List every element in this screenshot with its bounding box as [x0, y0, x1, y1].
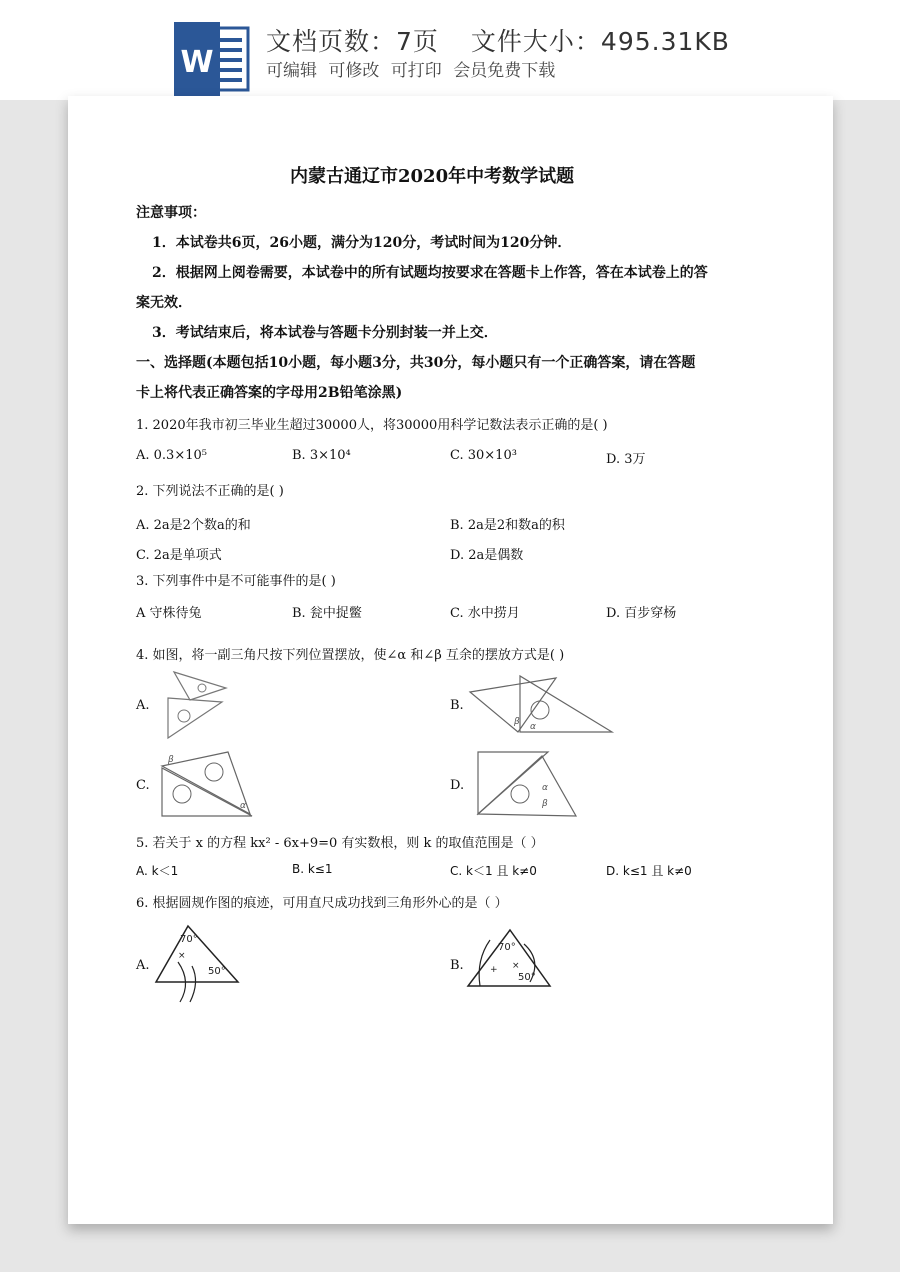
question-2: 2. 下列说法不正确的是( )	[136, 484, 284, 499]
q2-option-b: B. 2a是2和数a的积	[450, 518, 565, 533]
q5-option-a: A. k＜1	[136, 864, 179, 878]
notice-3: 3．考试结束后，将本试卷与答题卡分别封装一并上交．	[152, 325, 498, 341]
notice-2a: 2．根据网上阅卷需要，本试卷中的所有试题均按要求在答题卡上作答，答在本试卷上的答	[152, 265, 708, 281]
question-6: 6. 根据圆规作图的痕迹，可用直尺成功找到三角形外心的是（ ）	[136, 896, 508, 911]
q4-label-c: C.	[136, 778, 150, 793]
q3-option-c: C. 水中捞月	[450, 606, 520, 621]
question-5: 5. 若关于 x 的方程 kx² - 6x+9=0 有实数根，则 k 的取值范围是（ ）	[136, 836, 544, 851]
q4-label-a: A.	[136, 698, 150, 713]
q4-figure-b	[468, 674, 616, 736]
q6-figure-b	[464, 926, 556, 990]
svg-text:α: α	[530, 722, 536, 732]
q6-figure-a	[152, 922, 244, 1004]
q2-option-a: A. 2a是2个数a的和	[136, 518, 251, 533]
q6b-angle-top: 70°	[498, 942, 516, 953]
svg-text:β: β	[168, 755, 174, 765]
notice-2b: 案无效．	[136, 295, 192, 311]
svg-text:β: β	[514, 717, 520, 727]
question-4: 4. 如图，将一副三角尺按下列位置摆放，使∠α 和∠β 互余的摆放方式是( )	[136, 648, 565, 663]
q1-option-d: D. 3万	[606, 452, 646, 467]
svg-text:α: α	[240, 801, 246, 811]
q1-option-c: C. 30×10³	[450, 448, 517, 463]
q4-figure-c	[160, 748, 254, 818]
section-1-heading-a: 一、选择题(本题包括10小题，每小题3分，共30分，每小题只有一个正确答案，请在答题	[136, 355, 696, 371]
svg-text:×: ×	[512, 961, 520, 971]
document-page	[68, 96, 833, 1224]
download-header	[0, 0, 900, 100]
q6a-angle-top: 70°	[180, 934, 198, 945]
q4-label-d: D.	[450, 778, 465, 793]
q5-option-b: B. k≤1	[292, 862, 333, 876]
word-document-icon	[172, 22, 250, 96]
q1-option-b: B. 3×10⁴	[292, 448, 351, 463]
svg-text:×: ×	[178, 951, 186, 961]
q5-option-d: D. k≤1 且 k≠0	[606, 864, 692, 878]
page-count: 文档页数：7页	[266, 27, 439, 56]
notice-heading: 注意事项：	[136, 205, 206, 221]
q6-label-a: A.	[136, 958, 150, 973]
section-1-heading-b: 卡上将代表正确答案的字母用2B铅笔涂黑)	[136, 385, 403, 401]
question-3: 3. 下列事件中是不可能事件的是( )	[136, 574, 336, 589]
question-1: 1. 2020年我市初三毕业生超过30000人，将30000用科学记数法表示正确的是( )	[136, 418, 608, 433]
q3-option-d: D. 百步穿杨	[606, 606, 677, 621]
q1-option-a: A. 0.3×10⁵	[136, 448, 207, 463]
q3-option-b: B. 瓮中捉鳖	[292, 606, 362, 621]
svg-text:α: α	[542, 783, 548, 793]
q4-label-b: B.	[450, 698, 464, 713]
q3-option-a: A 守株待兔	[136, 606, 202, 621]
q5-option-c: C. k＜1 且 k≠0	[450, 864, 537, 878]
file-size: 文件大小：495.31KB	[470, 27, 730, 56]
q6-label-b: B.	[450, 958, 464, 973]
doc-title: 内蒙古通辽市2020年中考数学试题	[290, 166, 575, 187]
feature-list: 可编辑 可修改 可打印 会员免费下载	[266, 61, 556, 81]
q6a-angle-right: 50°	[208, 966, 226, 977]
file-info	[266, 22, 730, 58]
svg-text:+: +	[490, 965, 498, 975]
svg-text:β: β	[542, 799, 548, 809]
q4-figure-a	[164, 668, 230, 740]
q2-option-d: D. 2a是偶数	[450, 548, 524, 563]
word-logo-letter: W	[180, 45, 214, 80]
q4-figure-d	[474, 750, 578, 820]
q2-option-c: C. 2a是单项式	[136, 548, 222, 563]
q6b-angle-right: 50°	[518, 972, 536, 983]
notice-1: 1．本试卷共6页，26小题，满分为120分，考试时间为120分钟．	[152, 235, 572, 251]
